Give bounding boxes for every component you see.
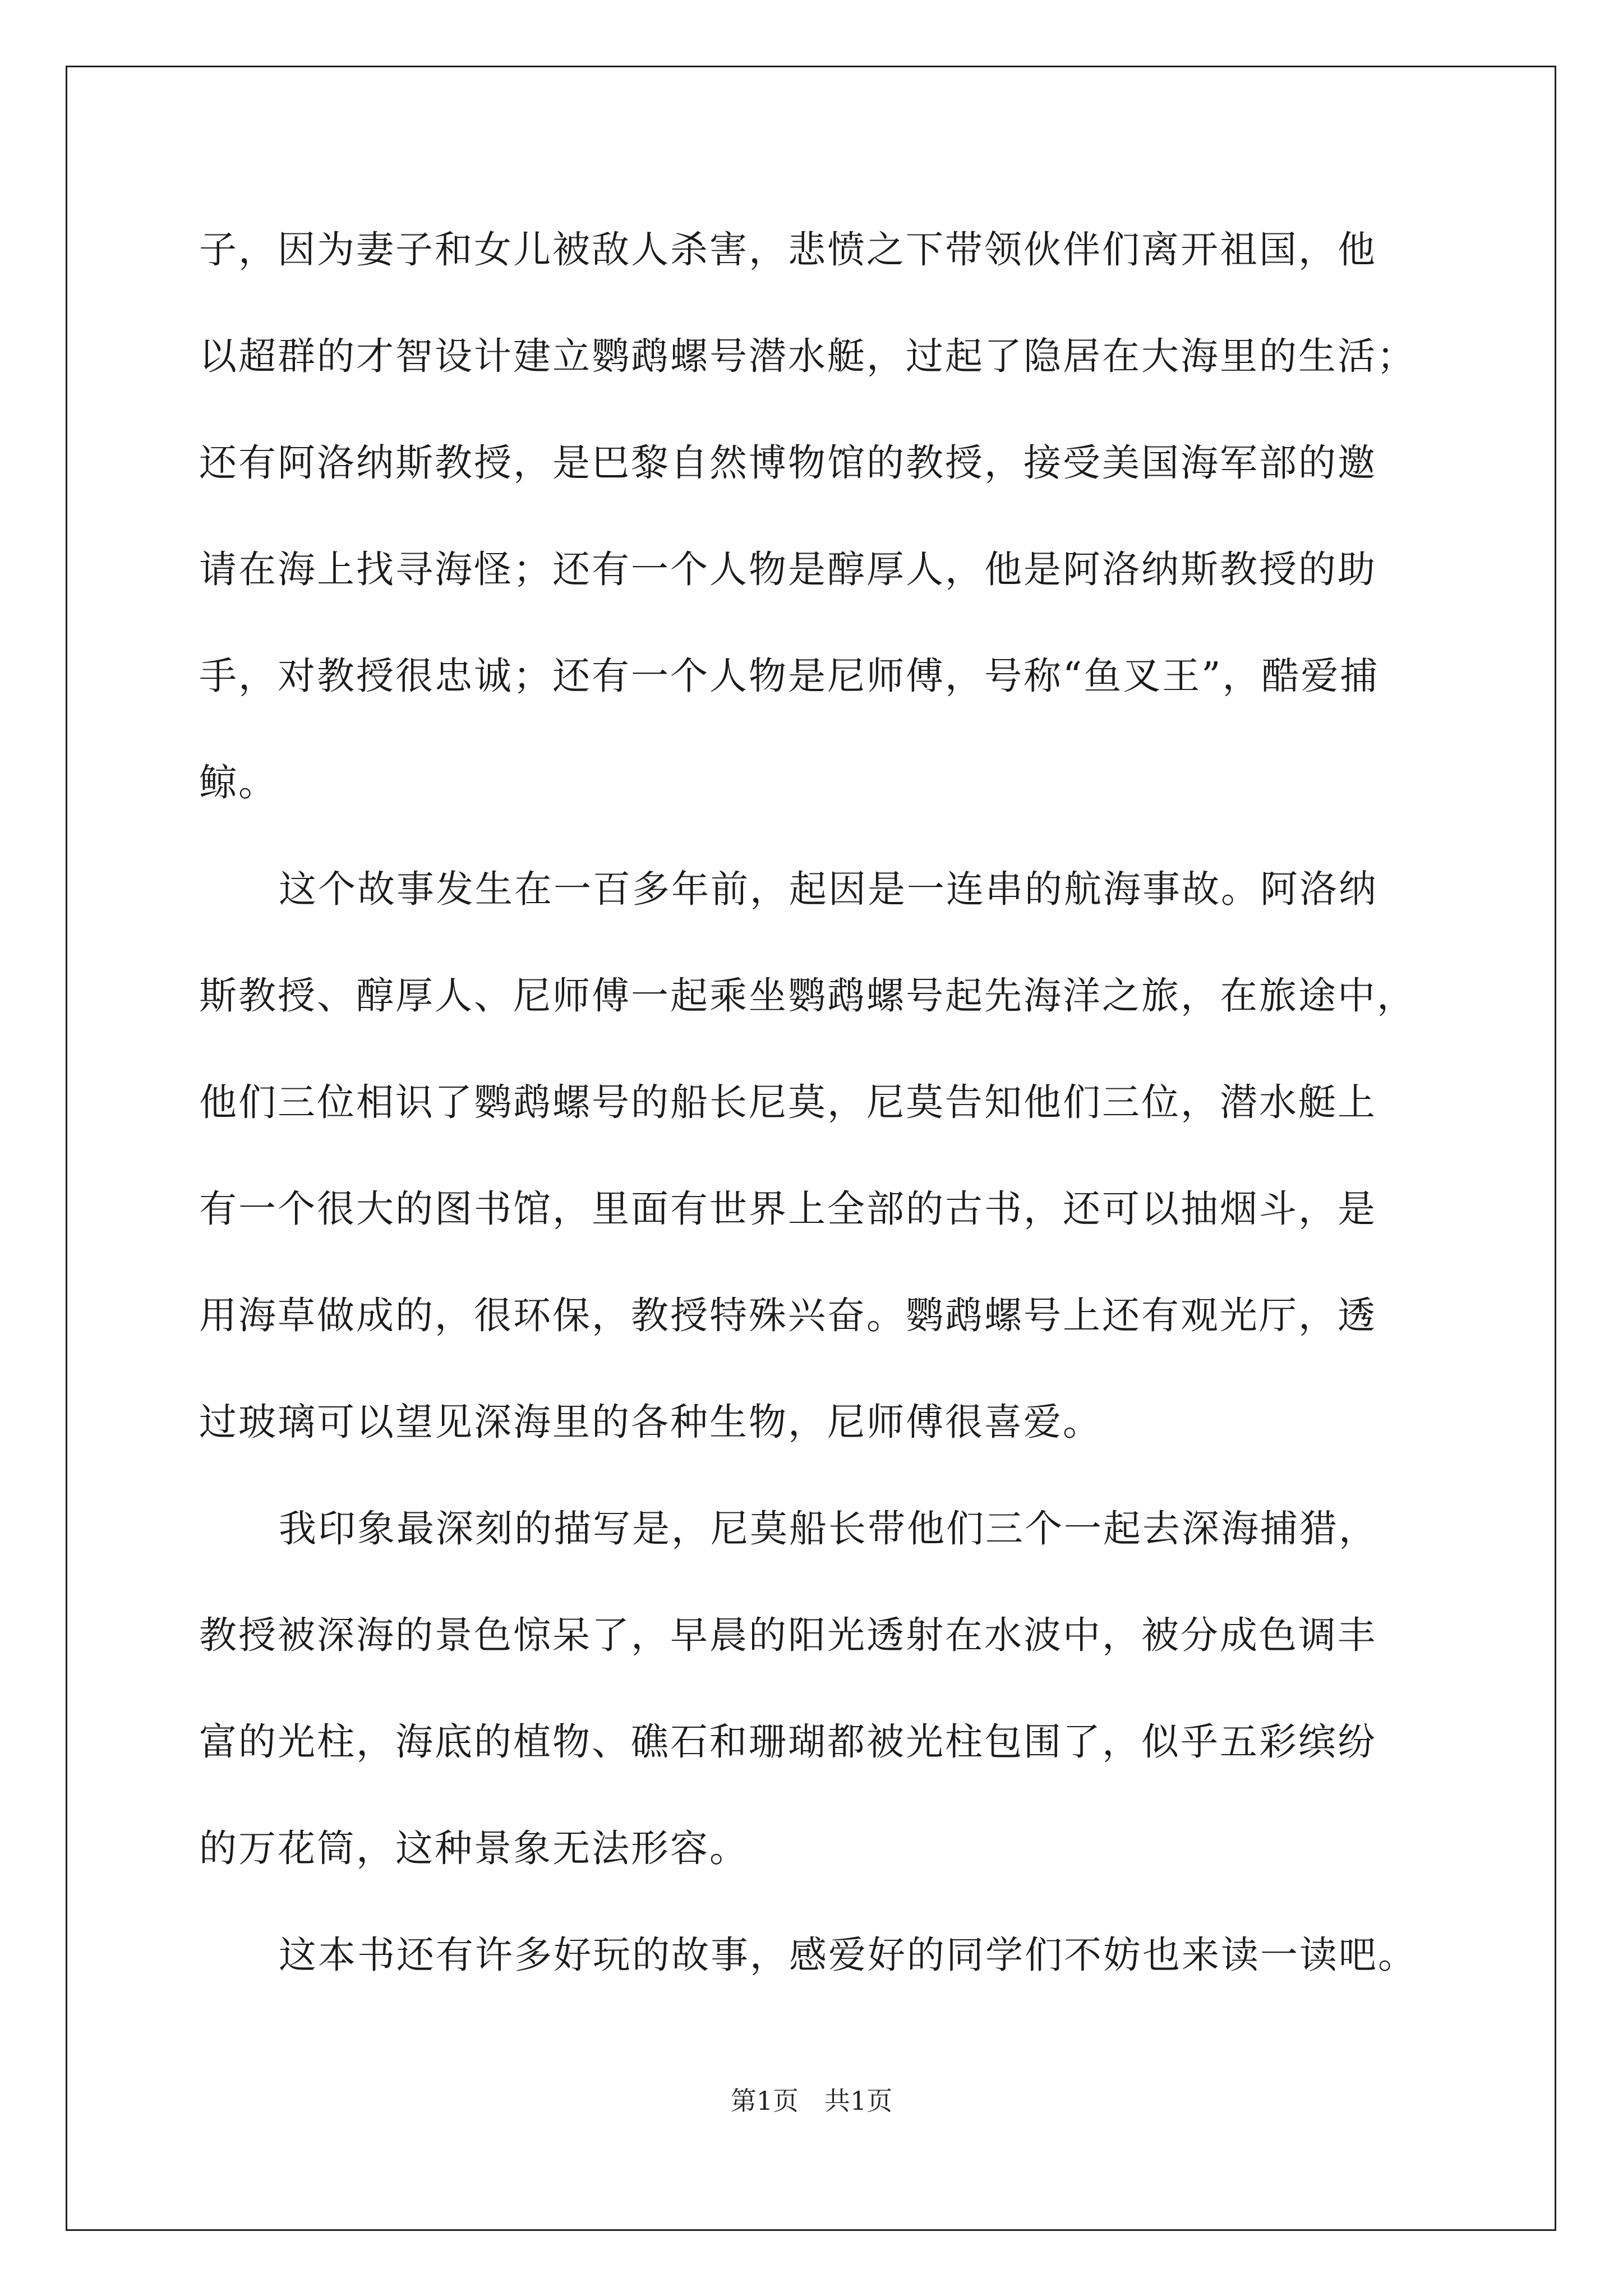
text-line-5: 手，对教授很忠诚；还有一个人物是尼师傅，号称“鱼叉王”，酷爱捕 bbox=[199, 654, 1380, 698]
page-number-footer: 第1页 共1页 bbox=[730, 2086, 893, 2116]
text-line-6: 鲸。 bbox=[199, 761, 278, 804]
page-border bbox=[66, 66, 1556, 2231]
text-line-13: 我印象最深刻的描写是，尼莫船长带他们三个一起去深海捕猎， bbox=[279, 1507, 1378, 1550]
text-line-8: 斯教授、醇厚人、尼师傅一起乘坐鹦鹉螺号起先海洋之旅，在旅途中， bbox=[199, 974, 1416, 1018]
text-line-2: 以超群的才智设计建立鹦鹉螺号潜水艇，过起了隐居在大海里的生活； bbox=[199, 334, 1416, 378]
text-line-15: 富的光柱，海底的植物、礁石和珊瑚都被光柱包围了，似乎五彩缤纷 bbox=[199, 1720, 1377, 1764]
text-line-7: 这个故事发生在一百多年前，起因是一连串的航海事故。阿洛纳 bbox=[279, 867, 1378, 911]
text-line-17: 这本书还有许多好玩的故事，感爱好的同学们不妨也来读一读吧。 bbox=[279, 1933, 1417, 1977]
text-line-3: 还有阿洛纳斯教授，是巴黎自然博物馆的教授，接受美国海军部的邀 bbox=[199, 441, 1377, 485]
text-line-4: 请在海上找寻海怪；还有一个人物是醇厚人，他是阿洛纳斯教授的助 bbox=[199, 547, 1377, 591]
text-line-10: 有一个很大的图书馆，里面有世界上全部的古书，还可以抽烟斗，是 bbox=[199, 1187, 1377, 1231]
text-line-12: 过玻璃可以望见深海里的各种生物，尼师傅很喜爱。 bbox=[199, 1400, 1102, 1444]
text-line-14: 教授被深海的景色惊呆了，早晨的阳光透射在水波中，被分成色调丰 bbox=[199, 1613, 1377, 1657]
text-line-16: 的万花筒，这种景象无法形容。 bbox=[199, 1826, 749, 1870]
text-line-11: 用海草做成的，很环保，教授特殊兴奋。鹦鹉螺号上还有观光厅，透 bbox=[199, 1294, 1377, 1337]
text-line-9: 他们三位相识了鹦鹉螺号的船长尼莫，尼莫告知他们三位，潜水艇上 bbox=[199, 1080, 1377, 1124]
text-line-1: 子，因为妻子和女儿被敌人杀害，悲愤之下带领伙伴们离开祖国，他 bbox=[199, 228, 1377, 272]
